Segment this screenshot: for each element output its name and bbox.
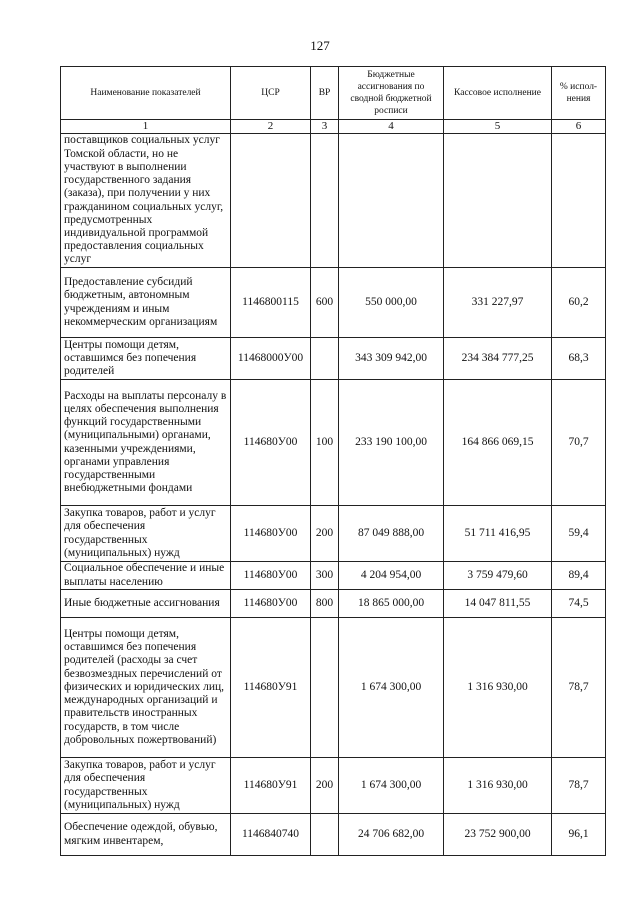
- row-cash-cell: 1 316 930,00: [444, 618, 552, 758]
- row-csr-cell: 11468000У00: [231, 338, 311, 380]
- row-vr-cell: [311, 134, 339, 268]
- column-number-row: [61, 120, 606, 134]
- row-budget-cell: 18 865 000,00: [339, 590, 444, 618]
- row-csr-cell: 114680У00: [231, 506, 311, 562]
- header-name: Наименование показателей: [61, 67, 231, 120]
- row-percent-cell: 89,4: [552, 562, 606, 590]
- row-csr-cell: 114680У91: [231, 758, 311, 814]
- row-budget-cell: 24 706 682,00: [339, 814, 444, 856]
- row-percent-cell: [552, 134, 606, 268]
- table-row: [61, 134, 606, 268]
- column-number: 5: [444, 120, 552, 134]
- table-row: [61, 618, 606, 758]
- row-budget-cell: 343 309 942,00: [339, 338, 444, 380]
- row-budget-cell: 233 190 100,00: [339, 380, 444, 506]
- row-vr-cell: 100: [311, 380, 339, 506]
- row-name-cell: Обеспечение одеждой, обувью, мягким инвентарем,: [61, 814, 231, 856]
- row-csr-cell: 1146840740: [231, 814, 311, 856]
- row-csr-cell: 114680У00: [231, 380, 311, 506]
- row-csr-cell: 114680У00: [231, 590, 311, 618]
- table-row: [61, 814, 606, 856]
- table-row: [61, 758, 606, 814]
- row-cash-cell: 331 227,97: [444, 268, 552, 338]
- row-vr-cell: [311, 814, 339, 856]
- table-row: [61, 590, 606, 618]
- row-percent-cell: 96,1: [552, 814, 606, 856]
- row-cash-cell: [444, 134, 552, 268]
- column-number: 2: [231, 120, 311, 134]
- column-number: 4: [339, 120, 444, 134]
- table-row: [61, 268, 606, 338]
- row-name-cell: Закупка товаров, работ и услуг для обеспечения государственных (муниципальных) нужд: [61, 758, 231, 814]
- column-number: 3: [311, 120, 339, 134]
- row-cash-cell: 14 047 811,55: [444, 590, 552, 618]
- row-percent-cell: 78,7: [552, 618, 606, 758]
- header-csr: ЦСР: [231, 67, 311, 120]
- row-name-cell: Центры помощи детям, оставшимся без попечения родителей (расходы за счет безвозмездных перечислений от физических и юридических лиц, международных организаций и правительств иностранных государств, в том числе добровольных пожертвований): [61, 618, 231, 758]
- row-budget-cell: 1 674 300,00: [339, 758, 444, 814]
- row-cash-cell: 23 752 900,00: [444, 814, 552, 856]
- column-number: 1: [61, 120, 231, 134]
- row-percent-cell: 70,7: [552, 380, 606, 506]
- row-cash-cell: 234 384 777,25: [444, 338, 552, 380]
- table-row: [61, 380, 606, 506]
- row-percent-cell: 59,4: [552, 506, 606, 562]
- row-budget-cell: 87 049 888,00: [339, 506, 444, 562]
- row-csr-cell: 114680У00: [231, 562, 311, 590]
- row-vr-cell: 200: [311, 506, 339, 562]
- row-name-cell: поставщиков социальных услуг Томской области, но не участвуют в выполнении государственного задания (заказа), при получении у них гражданином социальных услуг, предусмотренных индивидуальной программой предоставления социальных услуг: [61, 134, 231, 268]
- row-vr-cell: 800: [311, 590, 339, 618]
- header-budget: Бюджетные ассигнования по сводной бюджетной росписи: [339, 67, 444, 120]
- row-vr-cell: 200: [311, 758, 339, 814]
- table-body: [61, 134, 606, 856]
- row-percent-cell: 60,2: [552, 268, 606, 338]
- header-vr: ВР: [311, 67, 339, 120]
- header-percent: % испол-нения: [552, 67, 606, 120]
- row-cash-cell: 1 316 930,00: [444, 758, 552, 814]
- header-cash: Кассовое исполнение: [444, 67, 552, 120]
- page-number: 127: [310, 38, 330, 53]
- row-name-cell: Центры помощи детям, оставшимся без попечения родителей: [61, 338, 231, 380]
- table-row: [61, 338, 606, 380]
- row-vr-cell: 300: [311, 562, 339, 590]
- row-cash-cell: 164 866 069,15: [444, 380, 552, 506]
- row-vr-cell: [311, 618, 339, 758]
- row-csr-cell: 1146800115: [231, 268, 311, 338]
- row-csr-cell: 114680У91: [231, 618, 311, 758]
- row-percent-cell: 68,3: [552, 338, 606, 380]
- header-row: [61, 67, 606, 120]
- column-number: 6: [552, 120, 606, 134]
- row-budget-cell: 4 204 954,00: [339, 562, 444, 590]
- row-name-cell: Расходы на выплаты персоналу в целях обеспечения выполнения функций государственными (муниципальными) органами, казенными учреждениями, органами управления государственными внебюджетными фондами: [61, 380, 231, 506]
- row-csr-cell: [231, 134, 311, 268]
- row-name-cell: Социальное обеспечение и иные выплаты населению: [61, 562, 231, 590]
- row-cash-cell: 3 759 479,60: [444, 562, 552, 590]
- row-vr-cell: 600: [311, 268, 339, 338]
- row-budget-cell: [339, 134, 444, 268]
- table-row: [61, 562, 606, 590]
- row-budget-cell: 550 000,00: [339, 268, 444, 338]
- budget-execution-table: [60, 66, 606, 856]
- row-percent-cell: 78,7: [552, 758, 606, 814]
- row-cash-cell: 51 711 416,95: [444, 506, 552, 562]
- row-name-cell: Иные бюджетные ассигнования: [61, 590, 231, 618]
- table-row: [61, 506, 606, 562]
- row-name-cell: Предоставление субсидий бюджетным, автономным учреждениям и иным некоммерческим организациям: [61, 268, 231, 338]
- row-vr-cell: [311, 338, 339, 380]
- row-budget-cell: 1 674 300,00: [339, 618, 444, 758]
- row-name-cell: Закупка товаров, работ и услуг для обеспечения государственных (муниципальных) нужд: [61, 506, 231, 562]
- row-percent-cell: 74,5: [552, 590, 606, 618]
